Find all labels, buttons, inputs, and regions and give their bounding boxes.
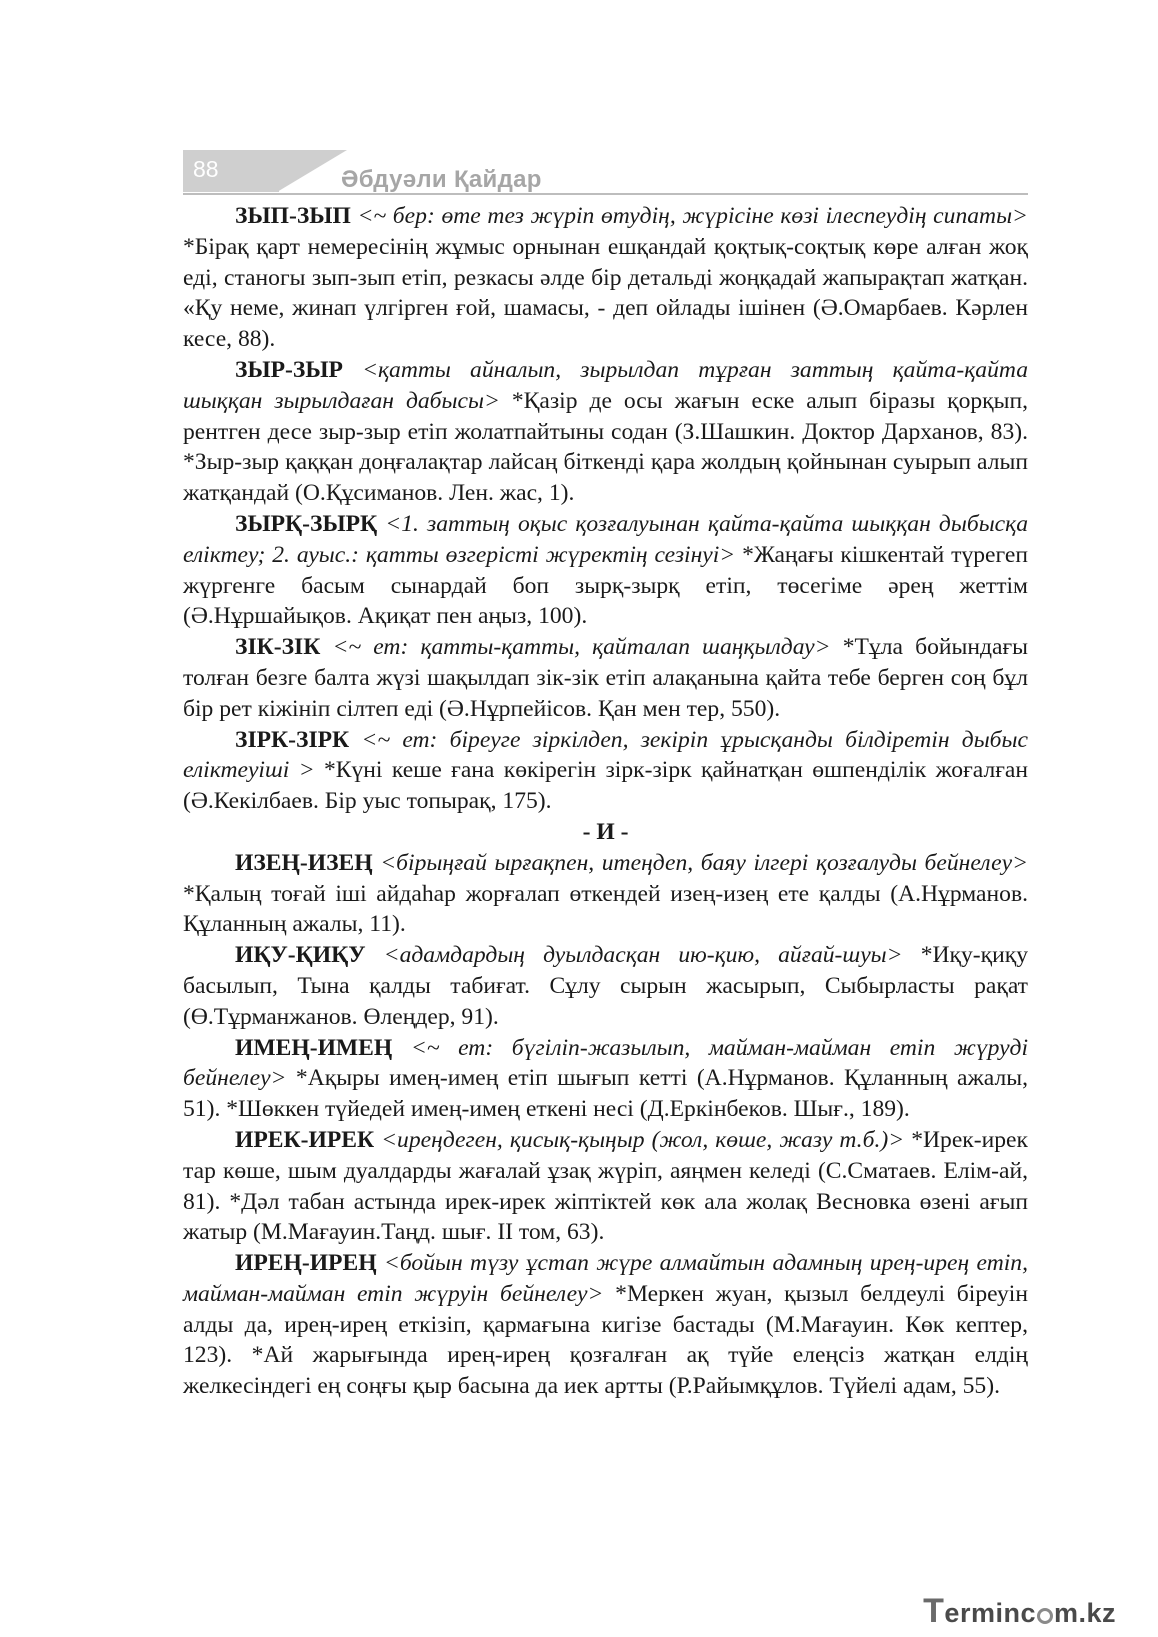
section-letter-heading: - И - <box>582 818 629 845</box>
dictionary-entry <box>183 1033 1028 1125</box>
entry-definition: <~ ет: қатты-қатты, қайталап шаңқылдау> <box>332 634 831 661</box>
watermark-text-a: erminc <box>944 1598 1036 1628</box>
dictionary-entry <box>183 201 1028 355</box>
entry-headword: ИЗЕҢ-ИЗЕҢ <box>235 849 373 876</box>
dictionary-entry <box>183 1248 1028 1402</box>
entry-definition: <бойын түзу ұстап жүре алмайтын адамның ирең-ирең етіп, майман-майман етіп жүруін бейнелеу> <box>183 1250 1028 1307</box>
entry-definition: <~ бер: өте тез жүріп өтудің, жүрісіне көзі ілеспеудің сипаты> <box>357 203 1028 229</box>
dictionary-entry <box>183 1125 1028 1248</box>
running-title: Әбдуәли Қайдар <box>341 166 542 193</box>
entry-headword: ИРЕК-ИРЕК <box>235 1126 375 1153</box>
entry-headword: ИРЕҢ-ИРЕҢ <box>235 1250 377 1277</box>
watermark-o-icon <box>1037 1608 1053 1624</box>
dictionary-entry <box>183 632 1028 724</box>
dictionary-entry <box>183 940 1028 1032</box>
entry-examples: *Қазір де осы жағын еске алып біразы қорқып, рентген десе зыр-зыр етіп жолатпайтыны содан (З.Шашкин. Доктор Дарханов, 83). *Зыр-зыр қаққан доңғалақтар лайсаң біткенді қара жолдың қойнынан суырып алып жатқандай (О.Құсиманов. Лен. жас, 1). <box>183 387 1029 507</box>
entry-definition: <қатты айналып, зырылдап тұрған заттың қайта-қайта шыққан зырылдаған дабысы> <box>183 356 1028 414</box>
entry-headword: ЗІРК-ЗІРК <box>235 726 350 753</box>
entry-headword: ЗЫРҚ-ЗЫРҚ <box>235 510 378 537</box>
dictionary-entry <box>183 725 1028 817</box>
entry-definition: <адамдардың дуылдасқан ию-қию, айғай-шуы> <box>383 942 903 969</box>
page-header <box>183 150 1028 198</box>
page-number-tab-slant <box>277 150 347 192</box>
dictionary-entry <box>183 848 1028 940</box>
entry-examples: *Меркен жуан, қызыл белдеулі біреуін алды да, ирең-ирең еткізіп, қармағына кигізе бастады (М.Мағауин. Көк кептер, 123). *Ай жарығында ирең-ирең қозғалған ақ түйе елеңсіз жатқан елдің желкесіндегі ең соңғы қыр басына да иек артты (Р.Райымқұлов. Түйелі адам, 55). <box>183 1280 1028 1400</box>
entry-examples: *Бірақ қарт немересінің жұмыс орнынан ешқандай қоқтық-соқтық көре алған жоқ еді, станогы зып-зып етіп, резкасы әлде бір детальді жоңқадай жапырақтап жатқан. «Қу неме, жинап үлгірген ғой, шамасы, - деп ойлады ішінен (Ә.Омарбаев. Кәрлен кесе, 88). <box>183 233 1028 353</box>
watermark-text-b: m.kz <box>1053 1598 1116 1628</box>
entry-examples: *Жаңағы кішкентай түрегеп жүргенге басым сынардай боп зырқ-зырқ етіп, төсегіме әрең жеттім (Ә.Нұршайықов. Ақиқат пен аңыз, 100). <box>183 541 1028 630</box>
dictionary-entry <box>183 355 1028 509</box>
entry-definition: <иреңдеген, қисық-қыңыр (жол, көше, жазу т.б.)> <box>381 1126 905 1153</box>
entry-definition: <бірыңғай ырғақпен, итеңдеп, баяу ілгері қозғалуды бейнелеу> <box>380 849 1029 876</box>
dictionary-body <box>183 201 1028 1402</box>
entry-examples: *Ирек-ирек тар көше, шым дуалдарды жағалай ұзақ жүріп, аяңмен келеді (С.Сматаев. Елім-ай, 81). *Дәл табан астында ирек-ирек жіптіктей көк ала жолақ Весновка өзені ағып жатыр (М.Мағауин.Таңд. шығ. ІІ том, 63). <box>183 1126 1028 1246</box>
entry-examples: *Иқу-қиқу басылып, Тына қалды табиғат. Сұлу сырын жасырып, Сыбырласты рақат (Ө.Тұрманжанов. Өлеңдер, 91). <box>183 942 1029 1030</box>
page-number: 88 <box>193 156 219 182</box>
entry-examples: *Ақыры имең-имең етіп шығып кетті (А.Нұрманов. Құланның ажалы, 51). *Шөккен түйедей имең-имең еткені несі (Д.Еркінбеков. Шығ., 189). <box>183 1065 1028 1123</box>
entry-headword: ЗІК-ЗІК <box>235 634 321 661</box>
entry-definition: <1. заттың оқыс қозғалуынан қайта-қайта шыққан дыбысқа еліктеу; 2. ауыс.: қатты өзгерісті жүректің сезінуі> <box>183 510 1028 568</box>
entry-definition: <~ ет: бүгіліп-жазылып, майман-майман етіп жүруді бейнелеу> <box>183 1034 1028 1092</box>
watermark-t: T <box>923 1592 945 1630</box>
header-rule <box>183 193 1028 195</box>
entry-examples: *Қалың тоғай іші айдаһар жорғалап өткендей изең-изең ете қалды (А.Нұрманов. Құланның ажалы, 11). <box>183 880 1028 938</box>
entry-headword: ЗЫР-ЗЫР <box>235 356 343 383</box>
site-watermark <box>923 1592 1116 1631</box>
entry-headword: ЗЫП-ЗЫП <box>235 203 351 229</box>
entry-examples: *Тұла бойындағы толған безге балта жүзі шақылдап зік-зік етіп алақанына қайта тебе берген соң бұл бір рет кіжініп сілтеп еді (Ә.Нұрпейісов. Қан мен тер, 550). <box>183 634 1028 722</box>
entry-definition: <~ ет: біреуге зіркілдеп, зекіріп ұрысқанды білдіретін дыбыс еліктеуіші > <box>183 726 1028 784</box>
entry-examples: *Күні кеше ғана көкірегін зірк-зірк қайнатқан өшпенділік жоғалған (Ә.Кекілбаев. Бір уыс топырақ, 175). <box>183 757 1028 815</box>
entry-headword: ИМЕҢ-ИМЕҢ <box>235 1034 393 1061</box>
entry-headword: ИҚУ-ҚИҚУ <box>235 942 366 969</box>
dictionary-entry <box>183 509 1028 632</box>
